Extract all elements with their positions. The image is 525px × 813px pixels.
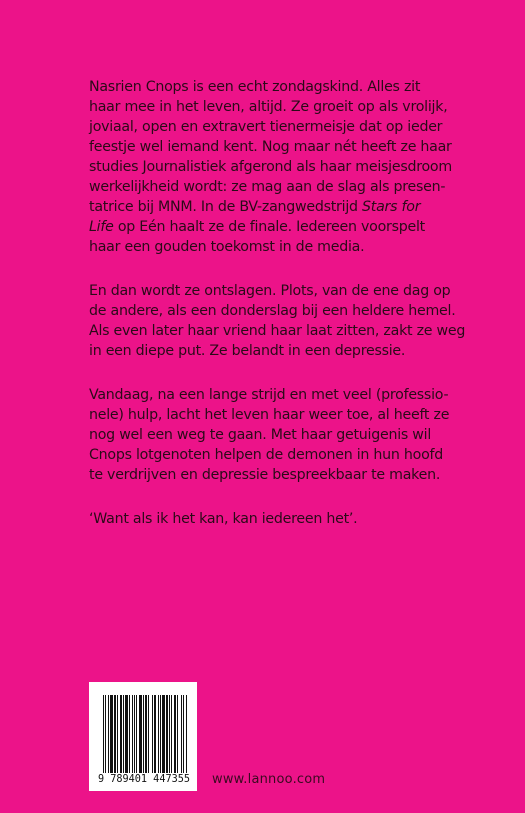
- blurb-line: nele) hulp, lacht het leven haar weer toe, al heeft ze: [89, 407, 450, 423]
- blurb-line: feestje wel iemand kent. Nog maar nét heeft ze haar: [89, 139, 452, 155]
- blurb-line: nog wel een weg te gaan. Met haar getuigenis wil: [89, 427, 432, 443]
- barcode-bar: [174, 695, 176, 773]
- blurb-line: in een diepe put. Ze belandt in een depressie.: [89, 343, 406, 359]
- barcode-bar: [171, 695, 172, 773]
- isbn-number: 9 789401 447355: [97, 774, 190, 785]
- barcode-bar: [186, 695, 187, 773]
- barcode-bar: [183, 695, 184, 773]
- barcode-bar: [136, 695, 137, 773]
- blurb-line: [89, 197, 489, 217]
- show-title-italic: Stars for: [362, 199, 421, 215]
- barcode-bar: [177, 695, 178, 773]
- barcode-bars: [103, 695, 189, 773]
- barcode-bar: [108, 695, 109, 773]
- blurb-line: En dan wordt ze ontslagen. Plots, van de ene dag op: [89, 283, 451, 299]
- blurb-line: haar mee in het leven, altijd. Ze groeit op als vrolijk,: [89, 99, 448, 115]
- barcode-bar: [114, 695, 116, 773]
- barcode-bar: [110, 695, 113, 773]
- blurb-line: Vandaag, na een lange strijd en met veel (professio-: [89, 387, 449, 403]
- barcode-bar: [117, 695, 118, 773]
- barcode-bar: [134, 695, 135, 773]
- blurb-line: te verdrijven en depressie bespreekbaar te maken.: [89, 467, 441, 483]
- barcode-bar: [103, 695, 104, 773]
- blurb-text: tatrice bij MNM. In de BV-zangwedstrijd: [89, 199, 363, 215]
- barcode-bar: [169, 695, 170, 773]
- blurb-line: Als even later haar vriend haar laat zitten, zakt ze weg: [89, 323, 466, 339]
- barcode-bar: [129, 695, 130, 773]
- barcode-bar: [181, 695, 182, 773]
- barcode-bar: [125, 695, 128, 773]
- barcode-bar: [105, 695, 106, 773]
- blurb-line: Cnops lotgenoten helpen de demonen in hun hoofd: [89, 447, 444, 463]
- blurb-text: op Eén haalt ze de finale. Iedereen voorspelt: [113, 219, 425, 235]
- barcode-bar: [148, 695, 149, 773]
- blurb-line: haar een gouden toekomst in de media.: [89, 239, 365, 255]
- barcode-bar: [166, 695, 168, 773]
- publisher-website[interactable]: www.lannoo.com: [212, 772, 326, 787]
- blurb-paragraph-2: [89, 281, 489, 361]
- barcode-bar: [120, 695, 122, 773]
- blurb-line: werkelijkheid wordt: ze mag aan de slag als presen-: [89, 179, 446, 195]
- blurb-line: [89, 217, 489, 237]
- blurb-line: Nasrien Cnops is een echt zondagskind. Alles zit: [89, 79, 421, 95]
- barcode-bar: [132, 695, 133, 773]
- blurb-line: studies Journalistiek afgerond als haar meisjesdroom: [89, 159, 452, 175]
- back-cover-blurb: [89, 77, 489, 553]
- barcode-bar: [145, 695, 147, 773]
- blurb-paragraph-3: [89, 385, 489, 485]
- barcode-bar: [160, 695, 161, 773]
- blurb-quote: [89, 509, 489, 529]
- barcode-bar: [123, 695, 124, 773]
- blurb-line: joviaal, open en extravert tienermeisje dat op ieder: [89, 119, 443, 135]
- blurb-paragraph-1: [89, 77, 489, 257]
- isbn-barcode: [89, 682, 197, 791]
- barcode-bar: [158, 695, 159, 773]
- barcode-bar: [139, 695, 142, 773]
- barcode-bar: [154, 695, 156, 773]
- barcode-bar: [143, 695, 144, 773]
- barcode-bar: [162, 695, 165, 773]
- blurb-line: de andere, als een donderslag bij een heldere hemel.: [89, 303, 456, 319]
- barcode-bar: [152, 695, 153, 773]
- quote-line: ‘Want als ik het kan, kan iedereen het’.: [89, 511, 358, 527]
- show-title-italic: Life: [89, 219, 114, 235]
